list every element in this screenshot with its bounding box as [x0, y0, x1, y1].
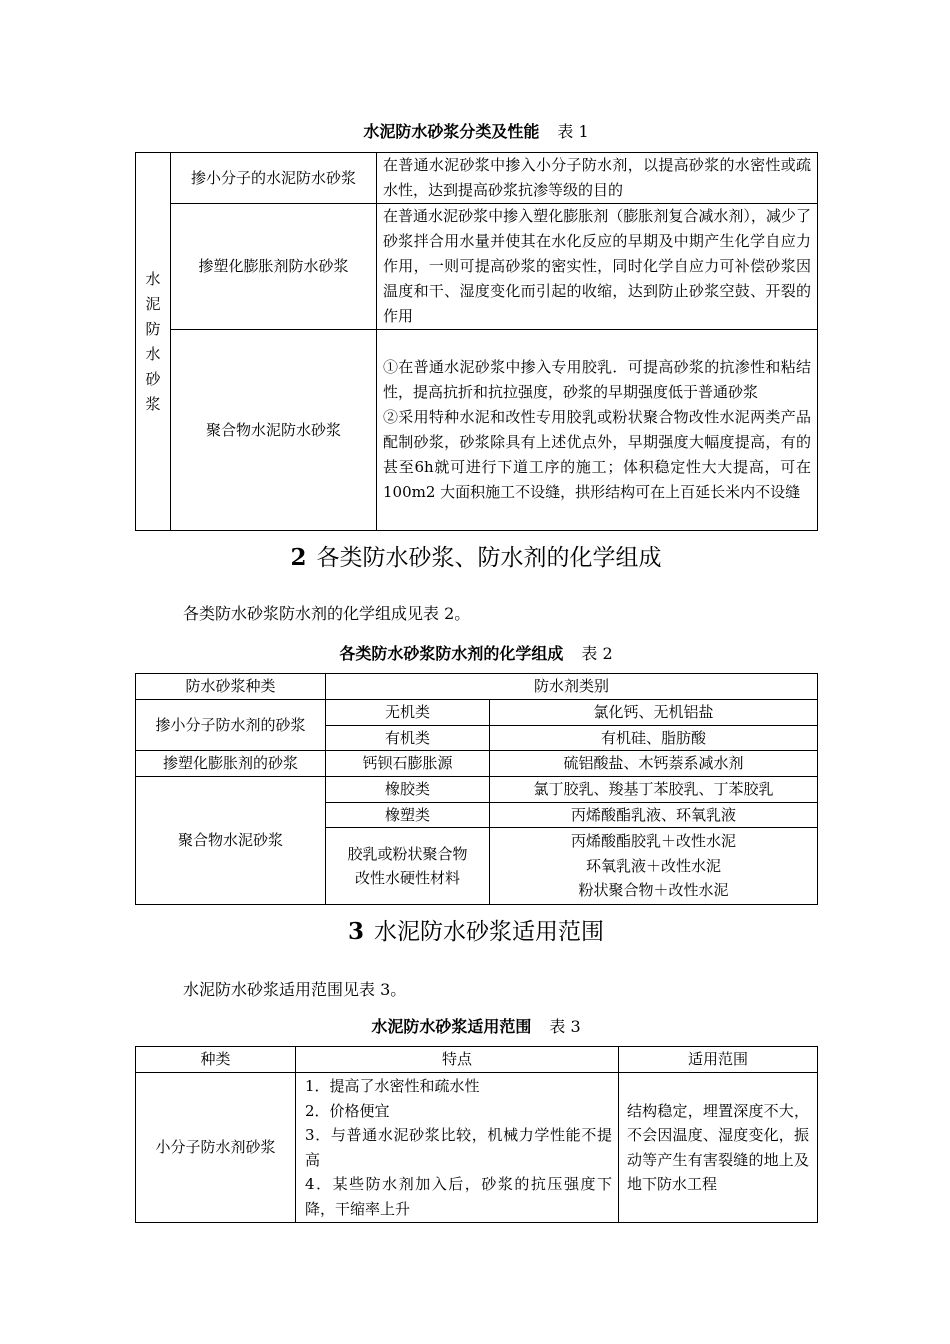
table1-type-cell: 掺塑化膨胀剂防水砂浆: [171, 204, 377, 330]
table2-items-line: 粉状聚合物＋改性水泥: [578, 881, 729, 900]
table2-items: 氯化钙、无机铝盐: [490, 700, 818, 726]
table3-feature: 3．与普通水泥砂浆比较，机械力学性能不提高: [305, 1126, 612, 1169]
table-row: [136, 777, 818, 803]
table3-scope-cell: 结构稳定，埋置深度不大，不会因温度、湿度变化，振动等产生有害裂缝的地上及地下防水工程: [619, 1073, 818, 1223]
table2-caption-text: 各类防水砂浆防水剂的化学组成: [339, 644, 564, 663]
section2-intro: 各类防水砂浆防水剂的化学组成见表 2。: [183, 604, 471, 623]
table1-caption-text: 水泥防水砂浆分类及性能: [363, 122, 540, 141]
table3-feature: 2．价格便宜: [305, 1101, 390, 1120]
group-char: 水: [145, 269, 161, 288]
section2-title: 各类防水砂浆、防水剂的化学组成: [316, 545, 662, 571]
table2-group-name: 掺小分子防水剂的砂浆: [136, 700, 326, 751]
table2-category: 橡塑类: [326, 802, 490, 828]
table2-group-name: 聚合物水泥砂浆: [136, 777, 326, 905]
table2-items-line: 环氧乳液＋改性水泥: [586, 856, 722, 875]
table3-header-col1: 种类: [136, 1047, 296, 1073]
table2: [135, 673, 818, 905]
table1-desc-text: ①在普通水泥砂浆中掺入专用胶乳．可提高砂浆的抗渗性和粘结性，提高抗折和抗拉强度，砂浆的早期强度低于普通砂浆: [383, 358, 811, 401]
group-char: 泥: [145, 294, 161, 313]
table3-header-col2: 特点: [296, 1047, 619, 1073]
table1-desc-cell: [377, 204, 818, 330]
section3-number: 3: [347, 918, 364, 945]
table-row: [136, 204, 818, 330]
group-char: 防: [145, 319, 161, 338]
table1-desc-text: 在普通水泥砂浆中掺入小分子防水剂，以提高砂浆的水密性或疏水性，达到提高砂浆抗渗等级的目的: [383, 156, 811, 199]
table2-items: 硫铝酸盐、木钙萘系减水剂: [490, 751, 818, 777]
table2-caption: [135, 643, 817, 665]
table-row: [136, 700, 818, 726]
table2-category: [326, 828, 490, 905]
table3-caption-text: 水泥防水砂浆适用范围: [371, 1017, 532, 1036]
table2-items: 有机硅、脂肪酸: [490, 725, 818, 751]
table-row: [136, 1073, 818, 1223]
group-char: 水: [145, 344, 161, 363]
table1-type-cell: 聚合物水泥防水砂浆: [171, 330, 377, 531]
table3-feature: 4．某些防水剂加入后，砂浆的抗压强度下降，干缩率上升: [305, 1175, 612, 1218]
table1-desc-cell: [377, 153, 818, 204]
table2-header-col2: 防水剂类别: [326, 674, 818, 700]
group-char: 浆: [145, 394, 161, 413]
section2-heading: [135, 542, 817, 574]
table1: [135, 152, 818, 531]
table-row: [136, 751, 818, 777]
table2-items: 氯丁胶乳、羧基丁苯胶乳、丁苯胶乳: [490, 777, 818, 803]
table2-number: 表 2: [581, 644, 613, 663]
section3-intro: 水泥防水砂浆适用范围见表 3。: [183, 980, 407, 999]
table-row: [136, 153, 818, 204]
table3-number: 表 3: [549, 1017, 581, 1036]
table-row: [136, 674, 818, 700]
table1-desc-cell: [377, 330, 818, 531]
table-row: [136, 1047, 818, 1073]
table2-category-line: 胶乳或粉状聚合物: [347, 844, 468, 863]
table3-features-cell: [296, 1073, 619, 1223]
table2-items: [490, 828, 818, 905]
section3-title: 水泥防水砂浆适用范围: [374, 919, 604, 945]
table3-header-col3: 适用范围: [619, 1047, 818, 1073]
table2-category: 钙钡石膨胀源: [326, 751, 490, 777]
table2-category: 无机类: [326, 700, 490, 726]
table2-category-line: 改性水硬性材料: [354, 869, 460, 887]
table3: [135, 1046, 818, 1223]
table1-type-cell: 掺小分子的水泥防水砂浆: [171, 153, 377, 204]
table2-header-col1: 防水砂浆种类: [136, 674, 326, 700]
table1-desc-text: 在普通水泥砂浆中掺入塑化膨胀剂（膨胀剂复合减水剂），减少了砂浆拌合用水量并使其在水化反应的早期及中期产生化学自应力作用，一则可提高砂浆的密实性，同时化学自应力可补偿砂浆因温度和干、湿度变化而引起的收缩，达到防止砂浆空鼓、开裂的作用: [383, 207, 811, 325]
table2-group-name: 掺塑化膨胀剂的砂浆: [136, 751, 326, 777]
group-char: 砂: [145, 369, 161, 388]
section3-heading: [135, 916, 817, 948]
table1-group-label: [136, 153, 171, 531]
table1-caption: [135, 121, 817, 143]
table1-desc-text: ②采用特种水泥和改性专用胶乳或粉状聚合物改性水泥两类产品配制砂浆，砂浆除具有上述优点外，早期强度大幅度提高，有的甚至6h就可进行下道工序的施工；体积稳定性大大提高，可在 100m2 大面积施工不设缝，拱形结构可在上百延长米内不设缝: [383, 408, 811, 501]
table2-category: 橡胶类: [326, 777, 490, 803]
table2-items: 丙烯酸酯乳液、环氧乳液: [490, 802, 818, 828]
section2-number: 2: [290, 544, 307, 571]
table-row: [136, 330, 818, 531]
table3-feature: 1．提高了水密性和疏水性: [305, 1077, 480, 1095]
table2-category: 有机类: [326, 725, 490, 751]
table1-number: 表 1: [557, 122, 589, 141]
table3-type-cell: 小分子防水剂砂浆: [136, 1073, 296, 1223]
table2-items-line: 丙烯酸酯胶乳＋改性水泥: [571, 832, 737, 851]
table3-caption: [135, 1016, 817, 1038]
